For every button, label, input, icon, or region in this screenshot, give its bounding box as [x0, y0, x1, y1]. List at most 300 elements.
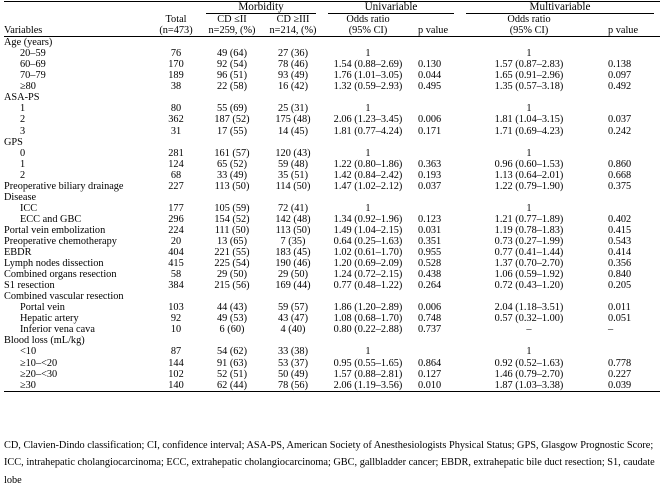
cell-total: 362: [168, 114, 184, 126]
cell-univ-or: 1.32 (0.59–2.93): [333, 81, 403, 93]
cell-multi-or: 1.65 (0.91–2.96): [494, 70, 564, 82]
row-label: 60–69: [20, 59, 46, 71]
cell-multi-or: 0.73 (0.27–1.99): [494, 235, 564, 247]
row-label: Combined vascular resection: [4, 291, 124, 303]
cell-cd-low: 225 (54): [214, 258, 250, 270]
cell-univ-p: 0.955: [418, 247, 442, 259]
cell-multi-p: [598, 192, 660, 203]
cell-univ-p: 0.351: [418, 235, 442, 247]
cell-multi-or: [460, 37, 598, 49]
row-label: 2: [20, 114, 26, 126]
cell-multi-p: 0.097: [608, 70, 632, 82]
cell-univ-p: [414, 291, 460, 302]
row-label: ≥10–<20: [20, 357, 58, 369]
cell-univ-or: 1: [365, 147, 371, 159]
table-row: [4, 269, 660, 280]
cell-multi-p: 0.242: [608, 125, 632, 137]
cell-cd-high: [264, 335, 322, 346]
row-label: 20–59: [20, 48, 46, 60]
cell-multi-or: [460, 137, 598, 148]
cell-total: 87: [170, 346, 182, 358]
cell-multi-p: 0.051: [608, 313, 632, 325]
cell-multi-or: 1.22 (0.79–1.90): [494, 180, 564, 192]
table-row: [4, 369, 660, 380]
cell-univ-or: 0.95 (0.55–1.65): [333, 357, 403, 369]
row-label: Lymph nodes dissection: [4, 258, 104, 270]
table-row: [4, 302, 660, 313]
cell-multi-p: 0.543: [608, 235, 632, 247]
table-row: [4, 335, 660, 346]
cell-total: 384: [168, 280, 184, 292]
cell-cd-high: 190 (46): [275, 258, 311, 270]
cell-cd-low: [200, 291, 264, 302]
cell-cd-low: 215 (56): [214, 280, 250, 292]
cell-total: 31: [170, 125, 182, 137]
table-row: [4, 48, 660, 59]
header-univ-ci: (95% CI): [322, 25, 414, 37]
cell-cd-high: [264, 92, 322, 103]
table-header: [4, 2, 660, 37]
cell-total: 415: [168, 258, 184, 270]
cell-multi-or: 0.96 (0.60–1.53): [494, 158, 564, 170]
cell-total: 80: [170, 103, 182, 115]
cell-univ-p: [414, 37, 460, 49]
cell-total: 124: [168, 158, 184, 170]
row-label: Hepatic artery: [20, 313, 79, 325]
cell-univ-or: [322, 37, 414, 49]
cell-univ-p: 0.193: [418, 169, 442, 181]
cell-cd-high: 53 (37): [277, 357, 309, 369]
cell-cd-high: 169 (44): [275, 280, 311, 292]
row-label: ≥20–<30: [20, 368, 58, 380]
row-label: 1: [20, 103, 26, 115]
row-label: ASA-PS: [4, 92, 40, 104]
cell-total: 170: [168, 59, 184, 71]
cell-univ-or: 1.24 (0.72–2.15): [333, 269, 403, 281]
cell-total: 103: [168, 302, 184, 314]
table-row: [4, 170, 660, 181]
table-row: [4, 81, 660, 92]
row-label: 1: [20, 158, 26, 170]
cell-univ-p: 0.737: [418, 324, 442, 336]
cell-multi-or: 1: [526, 103, 532, 115]
cell-cd-high: 33 (38): [277, 346, 309, 358]
cell-univ-or: 2.06 (1.19–3.56): [322, 380, 414, 392]
row-label: 2: [20, 169, 26, 181]
row-label: Age (years): [4, 37, 53, 49]
header-variables: Variables: [4, 25, 152, 37]
cell-total: 227: [168, 180, 184, 192]
table-row: [4, 313, 660, 324]
row-label: S1 resection: [4, 280, 55, 292]
cell-univ-p: [414, 103, 460, 114]
cell-cd-high: 59 (48): [277, 158, 309, 170]
cell-univ-p: [414, 92, 460, 103]
cell-univ-p: 0.171: [418, 125, 442, 137]
cell-multi-or: 1.06 (0.59–1.92): [494, 269, 564, 281]
cell-multi-p: 0.037: [608, 114, 632, 126]
cell-univ-p: 0.010: [414, 380, 460, 392]
cell-univ-p: [414, 137, 460, 148]
header-total-n: (n=473): [152, 25, 200, 37]
cell-multi-p: 0.039: [598, 380, 660, 392]
cell-univ-p: 0.438: [418, 269, 442, 281]
cell-univ-p: 0.006: [418, 114, 442, 126]
cell-total: 102: [168, 368, 184, 380]
header-univ-or: Odds ratio: [346, 14, 390, 26]
table-row: [4, 137, 660, 148]
row-label: Portal vein: [20, 302, 65, 314]
cell-univ-p: 0.044: [418, 70, 442, 82]
cell-cd-high: [264, 137, 322, 148]
cell-univ-or: 1: [365, 48, 371, 60]
cell-multi-or: 0.57 (0.32–1.00): [494, 313, 564, 325]
cell-univ-p: [414, 192, 460, 203]
cell-cd-low: 49 (64): [216, 48, 248, 60]
cell-multi-p: [598, 148, 660, 159]
row-label: Portal vein embolization: [4, 224, 106, 236]
cell-total: 58: [170, 269, 182, 281]
group-univariable: Univariable: [328, 2, 454, 14]
cell-total: 68: [170, 169, 182, 181]
cell-total: 144: [168, 357, 184, 369]
cell-univ-or: 0.80 (0.22–2.88): [333, 324, 403, 336]
cell-cd-low: 92 (54): [216, 59, 248, 71]
header-cd-high: CD ≥III: [276, 14, 310, 26]
group-morbidity: Morbidity: [206, 2, 316, 14]
cell-univ-or: 0.64 (0.25–1.63): [333, 235, 403, 247]
table-row: [4, 358, 660, 369]
cell-multi-or: 1.37 (0.70–2.70): [494, 258, 564, 270]
cell-multi-p: 0.356: [608, 258, 632, 270]
table-row: [4, 70, 660, 81]
cell-univ-or: [322, 291, 414, 302]
cell-multi-or: 0.77 (0.41–1.44): [494, 247, 564, 259]
cell-cd-high: 29 (50): [277, 269, 309, 281]
cell-cd-low: 187 (52): [214, 114, 250, 126]
cell-univ-p: 0.006: [418, 302, 442, 314]
table-row: [4, 280, 660, 291]
cell-cd-high: 25 (31): [277, 103, 309, 115]
cell-cd-high: 72 (41): [277, 202, 309, 214]
cell-cd-high: 120 (43): [275, 147, 311, 159]
cell-cd-high: 50 (49): [277, 368, 309, 380]
cell-cd-high: 43 (47): [277, 313, 309, 325]
cell-multi-or: 1.71 (0.69–4.23): [494, 125, 564, 137]
cell-multi-p: [598, 335, 660, 346]
cell-univ-or: 1.54 (0.88–2.69): [333, 59, 403, 71]
cell-total: [152, 92, 200, 103]
footnote: CD, Clavien-Dindo classification; CI, confidence interval; ASA-PS, American Society of Anesthesiologists Physical Status; GPS, Glasgow Prognostic Score; ICC, intrahepatic cholangiocarcinoma; ECC, extrahepatic cholangiocarcinoma; GBC, gallbladder cancer; EBDR, extrahepatic bile duct resection; S1, caudate lobe: [4, 440, 655, 486]
cell-multi-or: [460, 291, 598, 302]
cell-cd-low: [200, 92, 264, 103]
cell-total: [152, 137, 200, 148]
table-row: [4, 126, 660, 137]
header-multi-or: Odds ratio: [507, 14, 551, 26]
table-row: [4, 346, 660, 357]
cell-multi-or: 1.13 (0.64–2.01): [494, 169, 564, 181]
row-label: Inferior vena cava: [20, 324, 95, 336]
table-row: [4, 181, 660, 192]
table-row: [4, 148, 660, 159]
cell-univ-or: 1.42 (0.84–2.42): [333, 169, 403, 181]
cell-multi-p: 0.205: [608, 280, 632, 292]
cell-cd-low: 96 (51): [216, 70, 248, 82]
cell-multi-or: [460, 92, 598, 103]
cell-univ-or: 1.20 (0.69–2.09): [333, 258, 403, 270]
cell-univ-or: 1.47 (1.02–2.12): [333, 180, 403, 192]
table-row: [4, 247, 660, 258]
row-label: <10: [20, 346, 37, 358]
row-label: ≥80: [20, 81, 36, 93]
cell-univ-or: 1.76 (1.01–3.05): [333, 70, 403, 82]
cell-multi-or: –: [526, 324, 532, 336]
cell-univ-or: 1: [365, 346, 371, 358]
cell-univ-or: 1.57 (0.88–2.81): [333, 368, 403, 380]
cell-cd-low: 91 (63): [216, 357, 248, 369]
cell-cd-low: 13 (65): [216, 235, 248, 247]
cell-cd-high: 16 (42): [277, 81, 309, 93]
cell-multi-p: [598, 137, 660, 148]
cell-cd-high: 93 (49): [277, 70, 309, 82]
cell-cd-high: 78 (46): [277, 59, 309, 71]
cell-total: 224: [168, 224, 184, 236]
cell-cd-low: 54 (62): [216, 346, 248, 358]
table-row: [4, 114, 660, 125]
cell-cd-low: 6 (60): [219, 324, 245, 336]
cell-multi-p: 0.227: [608, 368, 632, 380]
cell-multi-p: [598, 48, 660, 59]
header-row-2: [4, 25, 660, 37]
cell-univ-or: 1.08 (0.68–1.70): [333, 313, 403, 325]
cell-univ-or: [322, 137, 414, 148]
cell-cd-low: 52 (51): [216, 368, 248, 380]
cell-cd-low: 154 (52): [214, 213, 250, 225]
cell-multi-p: 0.668: [608, 169, 632, 181]
cell-cd-low: 29 (50): [216, 269, 248, 281]
cell-univ-p: 0.264: [418, 280, 442, 292]
row-label: ICC: [20, 202, 38, 214]
cell-multi-p: 0.375: [608, 180, 632, 192]
morbidity-table: [4, 1, 660, 392]
cell-multi-p: 0.860: [608, 158, 632, 170]
cell-univ-or: 1.34 (0.92–1.96): [333, 213, 403, 225]
cell-multi-p: 0.778: [608, 357, 632, 369]
row-label: GPS: [4, 136, 23, 148]
cell-cd-high: [264, 37, 322, 49]
cell-multi-p: –: [608, 324, 614, 336]
table-row: [4, 159, 660, 170]
table-row: [4, 380, 660, 392]
cell-cd-low: 161 (57): [214, 147, 250, 159]
cell-univ-or: 1.02 (0.61–1.70): [333, 247, 403, 259]
table-row: [4, 103, 660, 114]
cell-cd-high: 183 (45): [275, 247, 311, 259]
cell-cd-low: 105 (59): [214, 202, 250, 214]
cell-cd-high: [264, 192, 322, 203]
header-row-1: [4, 14, 660, 25]
cell-total: 38: [170, 81, 182, 93]
table-row: [4, 92, 660, 103]
cell-univ-or: [322, 92, 414, 103]
cell-cd-low: 33 (49): [216, 169, 248, 181]
cell-cd-high: 14 (45): [277, 125, 309, 137]
table-row: [4, 258, 660, 269]
header-total: Total: [165, 14, 187, 26]
table-body: [4, 37, 660, 392]
cell-cd-low: 44 (43): [216, 302, 248, 314]
row-label: ECC and GBC: [20, 213, 82, 225]
cell-cd-high: 7 (35): [280, 235, 306, 247]
row-label: Preoperative chemotherapy: [4, 235, 117, 247]
cell-univ-p: 0.123: [418, 213, 442, 225]
row-label: EBDR: [4, 247, 32, 259]
cell-univ-p: [414, 148, 460, 159]
cell-multi-p: [598, 291, 660, 302]
table-row: [4, 37, 660, 49]
cell-univ-or: 1.49 (1.04–2.15): [333, 224, 403, 236]
cell-cd-low: 221 (55): [214, 247, 250, 259]
cell-univ-p: 0.748: [418, 313, 442, 325]
table-row: [4, 291, 660, 302]
header-cd-low-n: n=259, (%): [200, 25, 264, 37]
cell-univ-or: 2.06 (1.23–3.45): [333, 114, 403, 126]
cell-univ-or: 1.81 (0.77–4.24): [333, 125, 403, 137]
cell-univ-or: 0.77 (0.48–1.22): [333, 280, 403, 292]
cell-univ-p: [414, 346, 460, 357]
cell-cd-high: 113 (50): [275, 224, 311, 236]
cell-univ-p: 0.495: [418, 81, 442, 93]
cell-univ-p: 0.864: [418, 357, 442, 369]
cell-multi-or: 1.19 (0.78–1.83): [494, 224, 564, 236]
cell-cd-low: 113 (50): [214, 180, 250, 192]
cell-multi-p: 0.415: [608, 224, 632, 236]
cell-cd-low: 49 (53): [216, 313, 248, 325]
cell-cd-low: [200, 37, 264, 49]
cell-total: 177: [168, 202, 184, 214]
cell-multi-or: 1.57 (0.87–2.83): [494, 59, 564, 71]
cell-total: 296: [168, 213, 184, 225]
cell-multi-or: 2.04 (1.18–3.51): [494, 302, 564, 314]
cell-univ-or: [322, 335, 414, 346]
cell-multi-or: 1.87 (1.03–3.38): [460, 380, 598, 392]
cell-cd-high: 175 (48): [275, 114, 311, 126]
cell-univ-or: [322, 192, 414, 203]
cell-multi-p: [598, 103, 660, 114]
cell-multi-p: 0.402: [608, 213, 632, 225]
row-label: Preoperative biliary drainage: [4, 180, 124, 192]
cell-cd-low: 111 (50): [214, 224, 250, 236]
table-row: [4, 214, 660, 225]
table-row: [4, 203, 660, 214]
cell-multi-or: 0.92 (0.52–1.63): [494, 357, 564, 369]
cell-univ-p: [414, 335, 460, 346]
cell-univ-p: 0.127: [418, 368, 442, 380]
group-multivariable: Multivariable: [466, 2, 654, 14]
table-row: [4, 236, 660, 247]
table-row: [4, 324, 660, 335]
cell-univ-p: 0.130: [418, 59, 442, 71]
cell-total: 20: [170, 235, 182, 247]
cell-total: 281: [168, 147, 184, 159]
row-label: 0: [20, 147, 26, 159]
cell-univ-p: 0.528: [418, 258, 442, 270]
cell-univ-p: [414, 203, 460, 214]
cell-cd-low: [200, 137, 264, 148]
cell-total: 189: [168, 70, 184, 82]
header-cd-low: CD ≤II: [217, 14, 247, 26]
cell-multi-p: 0.011: [608, 302, 631, 314]
cell-multi-or: 1: [526, 147, 532, 159]
cell-cd-high: 78 (56): [264, 380, 322, 392]
table-row: [4, 192, 660, 203]
cell-cd-low: [200, 335, 264, 346]
cell-cd-low: [200, 192, 264, 203]
cell-multi-or: 0.72 (0.43–1.20): [494, 280, 564, 292]
cell-univ-p: 0.031: [418, 224, 442, 236]
table-row: [4, 225, 660, 236]
cell-total: 404: [168, 247, 184, 259]
row-label: ≥30: [4, 380, 152, 392]
cell-univ-or: 1.86 (1.20–2.89): [333, 302, 403, 314]
cell-univ-or: 1.22 (0.80–1.86): [333, 158, 403, 170]
cell-cd-high: 114 (50): [275, 180, 311, 192]
cell-cd-high: 27 (36): [277, 48, 309, 60]
cell-total: [152, 335, 200, 346]
row-label: Disease: [4, 191, 37, 203]
cell-univ-p: 0.363: [418, 158, 442, 170]
table-row: [4, 59, 660, 70]
cell-multi-or: 1.21 (0.77–1.89): [494, 213, 564, 225]
cell-cd-high: 4 (40): [280, 324, 306, 336]
header-univ-p: p value: [414, 25, 460, 37]
cell-multi-or: [460, 335, 598, 346]
cell-multi-p: [598, 203, 660, 214]
cell-univ-p: [414, 48, 460, 59]
cell-multi-or: 1.35 (0.57–3.18): [494, 81, 564, 93]
cell-univ-p: 0.037: [418, 180, 442, 192]
cell-multi-p: 0.492: [608, 81, 632, 93]
cell-univ-or: 1: [365, 202, 371, 214]
cell-total: 76: [170, 48, 182, 60]
row-label: Blood loss (mL/kg): [4, 335, 85, 347]
cell-total: 10: [170, 324, 182, 336]
cell-total: [152, 37, 200, 49]
cell-cd-high: 142 (48): [275, 213, 311, 225]
row-label: 3: [20, 125, 26, 137]
cell-cd-low: 17 (55): [216, 125, 248, 137]
row-label: 70–79: [20, 70, 46, 82]
cell-multi-p: [598, 37, 660, 49]
cell-total: 140: [152, 380, 200, 392]
cell-cd-low: 22 (58): [216, 81, 248, 93]
cell-multi-or: [460, 192, 598, 203]
cell-multi-p: [598, 346, 660, 357]
cell-total: [152, 192, 200, 203]
header-cd-high-n: n=214, (%): [264, 25, 322, 37]
cell-cd-low: 65 (52): [216, 158, 248, 170]
cell-total: 92: [170, 313, 182, 325]
cell-multi-or: 1: [526, 48, 532, 60]
cell-cd-low: 62 (44): [200, 380, 264, 392]
cell-multi-or: 1.81 (1.04–3.15): [494, 114, 564, 126]
row-label: Combined organs resection: [4, 269, 117, 281]
cell-multi-or: 1: [526, 346, 532, 358]
cell-multi-p: 0.840: [608, 269, 632, 281]
header-group-row: [4, 2, 660, 15]
cell-cd-high: 35 (51): [277, 169, 309, 181]
cell-cd-high: 59 (57): [277, 302, 309, 314]
